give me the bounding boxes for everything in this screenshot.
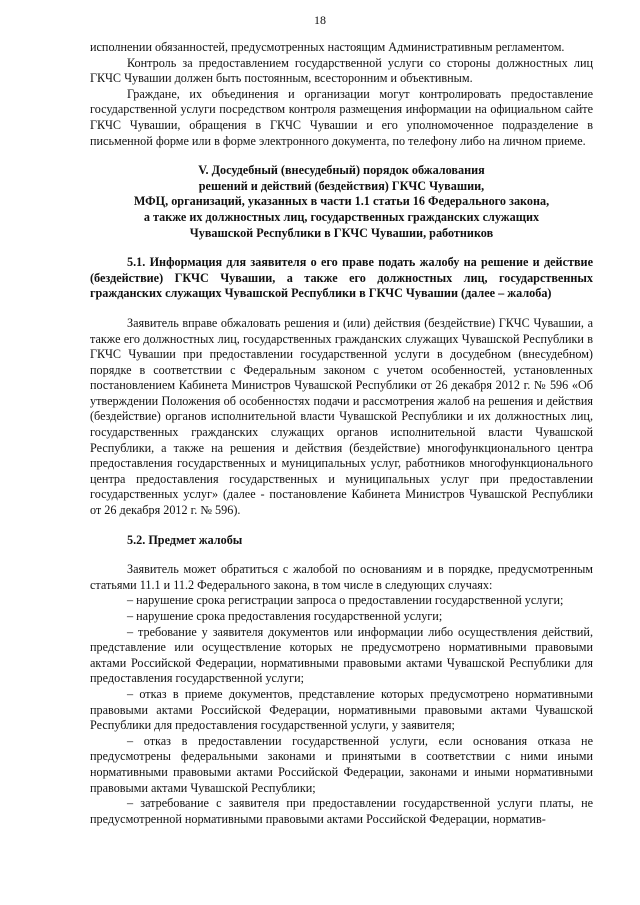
subsection-5-2-intro: Заявитель может обратиться с жалобой по основаниям и в порядке, предусмотренным статьями 11.1 и 11.2 Федерального закона, в том числе в следующих случаях: (90, 562, 593, 592)
page-number: 18 (314, 13, 326, 27)
subsection-5-1-text: Заявитель вправе обжаловать решения и (или) действия (бездействие) ГКЧС Чувашии, а также его должностных лиц, государственных гражданских служащих Чувашской Республики в ГКЧС Чувашии при предоставлении государственной услуги в досудебном (внесудебном) порядке в соответствии с Федеральным законом с учетом особенностей, установленных постановлением Кабинета Министров Чувашской Республики от 26 декабря 2012 г. № 596 «Об утверждении Положения об особенностях подачи и рассмотрения жалоб на решения и действия (бездействие) органов исполнительной власти Чувашской Республики и их должностных лиц, государственных гражданских служащих органов исполнительной власти Чувашской Республики, а также на решения и действия (бездействие) многофункционального центра предоставления государственных и муниципальных услуг, работников многофункционального центра предоставления государственных и муниципальных услуг при предоставлении государственных услуг» (далее - постановление Кабинета Министров Чувашской Республики от 26 декабря 2012 г. № 596). (90, 315, 593, 518)
list-item: – нарушение срока регистрации запроса о предоставлении государственной услуги; (127, 593, 564, 608)
section-heading-line: V. Досудебный (внесудебный) порядок обжалования (198, 163, 485, 178)
list-item: – отказ в приеме документов, представление которых предусмотрено нормативными правовыми актами Российской Федерации, нормативными правовыми актами Чувашской Республики для предоставления государственной услуги, у заявителя; (90, 686, 593, 733)
subsection-5-1-title: 5.1. Информация для заявителя о его праве подать жалобу на решение и действие (бездействие) ГКЧС Чувашии, а также его должностных лиц, государственных гражданских служащих Чувашской Республики в ГКЧС Чувашии (далее – жалоба) (90, 255, 593, 301)
section-heading (90, 163, 593, 241)
section-heading-line: решений и действий (бездействия) ГКЧС Чувашии, (198, 178, 485, 193)
page-content (90, 40, 593, 827)
paragraph-citizens: Граждане, их объединения и организации могут контролировать предоставление государственной услуги посредством контроля размещения информации на официальном сайте ГКЧС Чувашии, обращения в ГКЧС Чувашии и его уполномоченное подразделение в письменной форме или в форме электронного документа, по телефону либо на личном приеме. (90, 86, 593, 148)
paragraph-continuation: исполнении обязанностей, предусмотренных настоящим Административным регламентом. (90, 40, 565, 54)
section-heading-line: Чувашской Республики в ГКЧС Чувашии, работников (189, 225, 494, 240)
section-heading-line: а также их должностных лиц, государственных гражданских служащих (143, 209, 540, 224)
paragraph-control: Контроль за предоставлением государственной услуги со стороны должностных лиц ГКЧС Чувашии должен быть постоянным, всесторонним и объективным. (90, 55, 593, 86)
section-heading-line: МФЦ, организаций, указанных в части 1.1 статьи 16 Федерального закона, (133, 194, 550, 209)
list-item: – требование у заявителя документов или информации либо осуществления действий, представление или осуществление которых не предусмотрено нормативными правовыми актами Российской Федерации, нормативными правовыми актами Чувашской Республики для предоставления государственной услуги; (90, 624, 593, 686)
list-item: – отказ в предоставлении государственной услуги, если основания отказа не предусмотрены федеральными законами и принятыми в соответствии с ними иными нормативными правовыми актами Российской Федерации, законами и иными нормативными правовыми актами Чувашской Республики; (90, 733, 593, 795)
subsection-5-2-title: 5.2. Предмет жалобы (127, 532, 243, 547)
list-item: – затребование с заявителя при предоставлении государственной услуги платы, не предусмотренной нормативными правовыми актами Российской Федерации, норматив- (90, 796, 593, 826)
list-item: – нарушение срока предоставления государственной услуги; (127, 609, 443, 623)
